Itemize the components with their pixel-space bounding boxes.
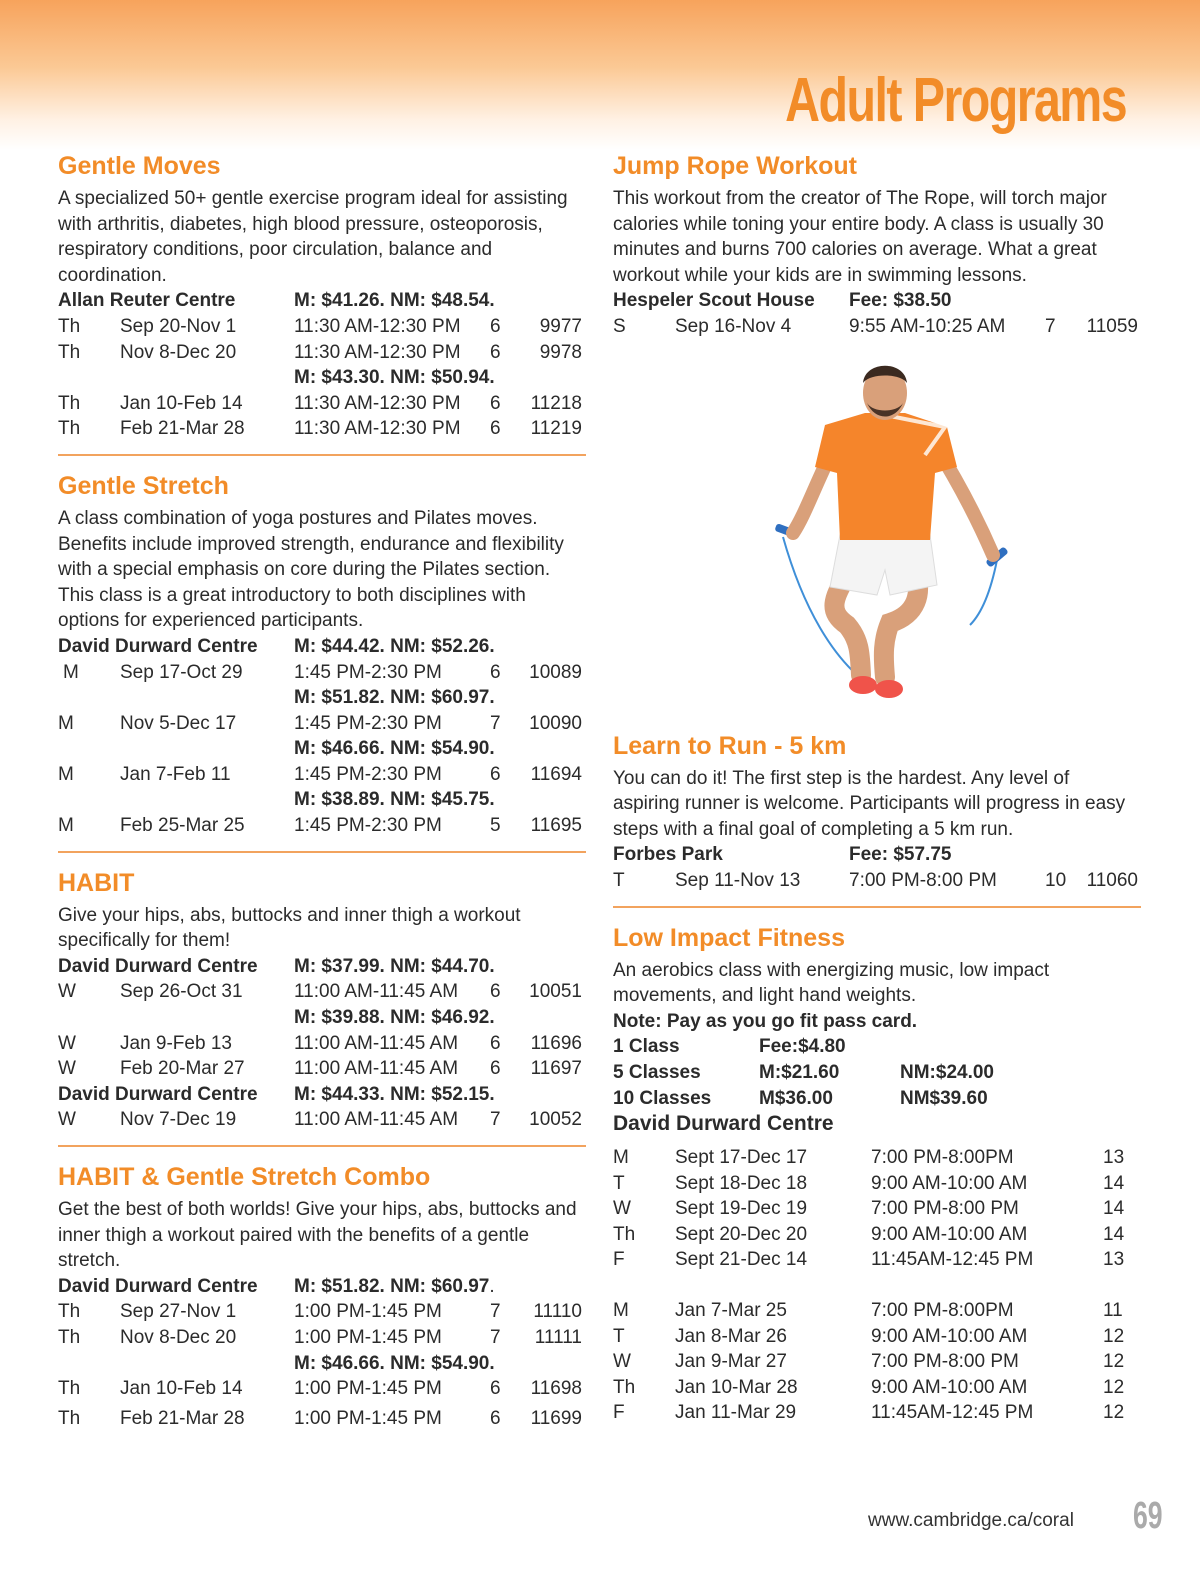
page-title: Adult Programs xyxy=(785,66,1126,135)
time: 9:00 AM-10:00 AM xyxy=(871,1376,1028,1398)
fee-member: M:$21.60 xyxy=(759,1061,840,1083)
section-title: Gentle Moves xyxy=(58,152,221,180)
time: 9:00 AM-10:00 AM xyxy=(871,1172,1028,1194)
location-name: Allan Reuter Centre xyxy=(58,290,236,312)
day: M xyxy=(613,1147,629,1169)
fee-row xyxy=(58,736,586,762)
time: 9:55 AM-10:25 AM xyxy=(849,315,1006,337)
dates: Sept 20-Dec 20 xyxy=(675,1223,808,1245)
section-gentle-stretch xyxy=(58,470,586,839)
time: 1:45 PM-2:30 PM xyxy=(294,661,442,683)
sessions: 11 xyxy=(1103,1300,1123,1322)
day: Th xyxy=(58,1326,81,1348)
time: 7:00 PM-8:00 PM xyxy=(871,1198,1019,1220)
course-code: 11219 xyxy=(530,418,582,440)
fee-nonmember: NM$39.60 xyxy=(900,1087,988,1109)
dates: Sep 26-Oct 31 xyxy=(120,981,243,1003)
course-code: 10051 xyxy=(529,981,582,1003)
section-title: HABIT & Gentle Stretch Combo xyxy=(58,1163,431,1191)
location-row xyxy=(58,1274,586,1300)
day: F xyxy=(613,1402,625,1424)
schedule-row xyxy=(58,813,586,839)
location-name: David Durward Centre xyxy=(613,1112,834,1136)
schedule-row xyxy=(613,1222,1141,1248)
day: W xyxy=(58,1032,76,1054)
time: 7:00 PM-8:00 PM xyxy=(871,1351,1019,1373)
schedule-row xyxy=(613,1375,1141,1401)
dates: Jan 9-Mar 27 xyxy=(675,1351,787,1373)
course-code: 11218 xyxy=(530,392,582,414)
section-divider xyxy=(613,906,1141,908)
time: 7:00 PM-8:00PM xyxy=(871,1300,1014,1322)
dates: Sept 18-Dec 18 xyxy=(675,1172,808,1194)
course-code: 11111 xyxy=(534,1326,582,1348)
schedule-row xyxy=(58,1299,586,1325)
course-code: 10089 xyxy=(529,661,582,683)
sessions: 7 xyxy=(1045,315,1056,337)
day: M xyxy=(58,712,74,734)
fee-text: M: $41.26. NM: $48.54. xyxy=(294,290,495,312)
time: 7:00 PM-8:00PM xyxy=(871,1147,1014,1169)
day: Th xyxy=(613,1376,636,1398)
fee-label: 1 Class xyxy=(613,1036,680,1058)
day: Th xyxy=(58,1378,81,1400)
dates: Jan 11-Mar 29 xyxy=(675,1402,797,1424)
time: 9:00 AM-10:00 AM xyxy=(871,1223,1028,1245)
day: W xyxy=(613,1351,631,1373)
schedule-row xyxy=(58,1376,586,1402)
dates: Jan 10-Feb 14 xyxy=(120,392,243,414)
time: 11:00 AM-11:45 AM xyxy=(294,1058,459,1080)
sessions: 6 xyxy=(490,1032,501,1054)
day: M xyxy=(58,815,74,837)
section-divider xyxy=(58,454,586,456)
fee-row xyxy=(58,1351,586,1377)
schedule-row xyxy=(613,1196,1141,1222)
course-code: 11695 xyxy=(530,815,582,837)
time: 11:30 AM-12:30 PM xyxy=(294,341,461,363)
sessions: 13 xyxy=(1103,1249,1125,1271)
course-code: 11697 xyxy=(530,1058,582,1080)
day: Th xyxy=(58,1407,81,1429)
day: F xyxy=(613,1249,625,1271)
section-title: Low Impact Fitness xyxy=(613,923,845,952)
dates: Sep 16-Nov 4 xyxy=(675,315,792,337)
sessions: 6 xyxy=(490,392,501,414)
day: W xyxy=(58,981,76,1003)
dates: Sept 17-Dec 17 xyxy=(675,1147,808,1169)
time: 1:00 PM-1:45 PM xyxy=(294,1326,442,1348)
section-title: Gentle Stretch xyxy=(58,471,229,500)
section-description: Give your hips, abs, buttocks and inner thigh a workout specifically for them! xyxy=(58,904,521,952)
note-row xyxy=(613,1009,1141,1035)
schedule-block-fall xyxy=(613,1145,1141,1273)
fee-text: M: $37.99. NM: $44.70. xyxy=(294,955,495,977)
section-habit xyxy=(58,867,586,1133)
day: T xyxy=(613,869,625,891)
dates: Jan 8-Mar 26 xyxy=(675,1325,787,1347)
fee-row xyxy=(613,1034,1141,1060)
location-name: Forbes Park xyxy=(613,844,723,866)
course-code: 11059 xyxy=(1086,315,1138,337)
time: 1:45 PM-2:30 PM xyxy=(294,815,442,837)
fee-text: M: $43.30. NM: $50.94. xyxy=(294,367,495,389)
location-name: David Durward Centre xyxy=(58,635,258,657)
fee-nonmember: NM:$24.00 xyxy=(900,1061,994,1083)
schedule-row xyxy=(58,1056,586,1082)
schedule-row xyxy=(58,314,586,340)
location-row xyxy=(58,288,586,314)
sessions: 6 xyxy=(490,1407,501,1429)
fee-row xyxy=(613,1060,1141,1086)
course-code: 11696 xyxy=(530,1032,582,1054)
fee-period: . xyxy=(489,1275,495,1297)
fee-row xyxy=(58,365,586,391)
section-description: An aerobics class with energizing music, low impact movements, and light hand weights. xyxy=(613,959,1050,1007)
right-column xyxy=(613,150,1141,1426)
sessions: 12 xyxy=(1103,1325,1125,1347)
fee-text: Fee: $57.75 xyxy=(849,844,952,866)
fee-text: M: $46.66. NM: $54.90. xyxy=(294,738,495,760)
sessions: 6 xyxy=(490,1058,501,1080)
schedule-row xyxy=(58,391,586,417)
time: 11:45AM-12:45 PM xyxy=(871,1249,1034,1271)
fee-row xyxy=(58,685,586,711)
sessions: 13 xyxy=(1103,1147,1125,1169)
time: 1:45 PM-2:30 PM xyxy=(294,712,442,734)
sessions: 6 xyxy=(490,315,501,337)
fee-text: M: $46.66. NM: $54.90. xyxy=(294,1352,495,1374)
time: 11:45AM-12:45 PM xyxy=(871,1402,1034,1424)
location-name: Hespeler Scout House xyxy=(613,290,815,312)
location-row xyxy=(613,842,1141,868)
sessions: 7 xyxy=(490,1301,501,1323)
location-name: David Durward Centre xyxy=(58,1275,258,1297)
time: 11:00 AM-11:45 AM xyxy=(294,1109,459,1131)
day: Th xyxy=(58,1301,81,1323)
schedule-row xyxy=(58,1325,586,1351)
sessions: 6 xyxy=(490,418,501,440)
dates: Jan 7-Feb 11 xyxy=(120,763,231,785)
sessions: 12 xyxy=(1103,1402,1125,1424)
location-name: David Durward Centre xyxy=(58,1083,258,1105)
day: W xyxy=(613,1198,631,1220)
course-code: 11698 xyxy=(530,1378,582,1400)
schedule-row xyxy=(58,416,586,442)
schedule-row xyxy=(58,1031,586,1057)
fee-text: M: $44.33. NM: $52.15. xyxy=(294,1083,495,1105)
sessions: 10 xyxy=(1045,869,1067,891)
day: W xyxy=(58,1109,76,1131)
fee-label: 10 Classes xyxy=(613,1087,712,1109)
location-row xyxy=(58,1082,586,1108)
dates: Nov 8-Dec 20 xyxy=(120,341,237,363)
time: 1:45 PM-2:30 PM xyxy=(294,763,442,785)
day: Th xyxy=(58,315,81,337)
fee-text: M: $38.89. NM: $45.75. xyxy=(294,789,495,811)
schedule-block-winter xyxy=(613,1298,1141,1426)
sessions: 6 xyxy=(490,341,501,363)
dates: Jan 10-Feb 14 xyxy=(120,1378,243,1400)
time: 9:00 AM-10:00 AM xyxy=(871,1325,1028,1347)
time: 11:00 AM-11:45 AM xyxy=(294,981,459,1003)
course-code: 11694 xyxy=(530,763,582,785)
dates: Sep 20-Nov 1 xyxy=(120,315,237,337)
sessions: 14 xyxy=(1103,1172,1125,1194)
day: T xyxy=(613,1325,625,1347)
schedule-row xyxy=(613,1349,1141,1375)
schedule-row xyxy=(58,762,586,788)
sessions: 12 xyxy=(1103,1376,1125,1398)
schedule-row xyxy=(613,1400,1141,1426)
day: Th xyxy=(58,392,81,414)
man-jumping-rope-photo xyxy=(765,355,1025,705)
course-code: 9977 xyxy=(539,315,582,337)
sessions: 6 xyxy=(490,763,501,785)
time: 11:30 AM-12:30 PM xyxy=(294,315,461,337)
dates: Sep 27-Nov 1 xyxy=(120,1301,237,1323)
day: S xyxy=(613,315,626,337)
time: 1:00 PM-1:45 PM xyxy=(294,1301,442,1323)
day: M xyxy=(613,1300,629,1322)
day: M xyxy=(58,763,74,785)
schedule-row xyxy=(58,340,586,366)
day: Th xyxy=(613,1223,636,1245)
left-column xyxy=(58,150,586,1431)
fee-text: M: $51.82. NM: $60.97. xyxy=(294,687,495,709)
section-title: Learn to Run - 5 km xyxy=(613,731,847,760)
sessions: 14 xyxy=(1103,1198,1125,1220)
time: 7:00 PM-8:00 PM xyxy=(849,869,997,891)
schedule-row xyxy=(613,1145,1141,1171)
day: T xyxy=(613,1172,625,1194)
day: Th xyxy=(58,341,81,363)
section-divider xyxy=(58,851,586,853)
section-title: Jump Rope Workout xyxy=(613,152,857,180)
dates: Jan 7-Mar 25 xyxy=(675,1300,787,1322)
schedule-row xyxy=(58,1406,586,1432)
sessions: 6 xyxy=(490,981,501,1003)
time: 1:00 PM-1:45 PM xyxy=(294,1378,442,1400)
section-title: HABIT xyxy=(58,868,135,897)
section-jump-rope xyxy=(613,150,1141,340)
time: 1:00 PM-1:45 PM xyxy=(294,1407,442,1429)
sessions: 6 xyxy=(490,661,501,683)
dates: Sep 11-Nov 13 xyxy=(675,869,801,891)
schedule-row xyxy=(58,1107,586,1133)
dates: Nov 8-Dec 20 xyxy=(120,1326,237,1348)
day: Th xyxy=(58,418,81,440)
course-code: 10090 xyxy=(529,712,582,734)
sessions: 7 xyxy=(490,1326,501,1348)
schedule-row xyxy=(613,314,1141,340)
time: 11:30 AM-12:30 PM xyxy=(294,418,461,440)
section-low-impact-fitness xyxy=(613,922,1141,1427)
schedule-row xyxy=(613,1298,1141,1324)
section-description: A specialized 50+ gentle exercise program ideal for assisting with arthritis, diabetes, high blood pressure, osteoporosis, respiratory conditions, poor circulation, balance and coordination. xyxy=(58,188,568,286)
course-code: 11699 xyxy=(530,1407,582,1429)
schedule-row xyxy=(58,979,586,1005)
fee-row xyxy=(58,787,586,813)
fee-text: Fee: $38.50 xyxy=(849,290,952,312)
location-row xyxy=(58,954,586,980)
fee-row xyxy=(58,1005,586,1031)
section-gentle-moves xyxy=(58,150,586,442)
fee-label: 5 Classes xyxy=(613,1061,701,1083)
dates: Sept 19-Dec 19 xyxy=(675,1198,808,1220)
section-description: This workout from the creator of The Rope, will torch major calories while toning your entire body. A class is usually 30 minutes and burns 700 calories on average. What a great workout while your kids are in swimming lessons. xyxy=(613,188,1107,286)
schedule-row xyxy=(58,711,586,737)
schedule-row xyxy=(613,868,1141,894)
schedule-row xyxy=(613,1324,1141,1350)
fee-amount: M: $51.82. NM: $60.97 xyxy=(294,1275,490,1297)
dates: Jan 10-Mar 28 xyxy=(675,1376,798,1398)
note-text: Note: Pay as you go fit pass card. xyxy=(613,1010,918,1032)
section-description: You can do it! The first step is the hardest. Any level of aspiring runner is welcome. Participants will progress in easy steps with a final goal of completing a 5 km run. xyxy=(613,767,1126,840)
section-habit-stretch-combo xyxy=(58,1161,586,1431)
section-divider xyxy=(58,1145,586,1147)
dates: Sep 17-Oct 29 xyxy=(120,661,243,683)
schedule-row xyxy=(58,660,586,686)
section-description: A class combination of yoga postures and Pilates moves. Benefits include improved strength, endurance and flexibility with a special emphasis on core during the Pilates section. This class is a great introductory to both disciplines with options for experienced participants. xyxy=(58,507,564,632)
sessions: 7 xyxy=(490,712,501,734)
location-row xyxy=(613,288,1141,314)
time: 11:00 AM-11:45 AM xyxy=(294,1032,459,1054)
dates: Nov 5-Dec 17 xyxy=(120,712,237,734)
section-learn-to-run xyxy=(613,730,1141,894)
schedule-row xyxy=(613,1171,1141,1197)
sessions: 12 xyxy=(1103,1351,1125,1373)
fee-member: M$36.00 xyxy=(759,1087,833,1109)
dates: Nov 7-Dec 19 xyxy=(120,1109,237,1131)
dates: Feb 25-Mar 25 xyxy=(120,815,245,837)
footer-url[interactable]: www.cambridge.ca/coral xyxy=(868,1510,1074,1531)
day: M xyxy=(63,661,79,683)
dates: Sept 21-Dec 14 xyxy=(675,1249,808,1271)
section-description: Get the best of both worlds! Give your hips, abs, buttocks and inner thigh a workout paired with the benefits of a gentle stretch. xyxy=(58,1199,577,1272)
location-row xyxy=(613,1111,1141,1139)
day: W xyxy=(58,1058,76,1080)
location-name: David Durward Centre xyxy=(58,955,258,977)
fee-text: M: $39.88. NM: $46.92. xyxy=(294,1007,495,1029)
course-code: 9978 xyxy=(539,341,582,363)
fee-row xyxy=(613,1086,1141,1112)
dates: Feb 21-Mar 28 xyxy=(120,418,245,440)
location-row xyxy=(58,634,586,660)
sessions: 5 xyxy=(490,815,501,837)
course-code: 11060 xyxy=(1086,869,1138,891)
page-number: 69 xyxy=(1133,1495,1163,1537)
fee-text xyxy=(294,1274,495,1300)
schedule-row xyxy=(613,1247,1141,1273)
sessions: 14 xyxy=(1103,1223,1125,1245)
dates: Feb 20-Mar 27 xyxy=(120,1058,245,1080)
time: 11:30 AM-12:30 PM xyxy=(294,392,461,414)
dates: Jan 9-Feb 13 xyxy=(120,1032,232,1054)
fee-text: M: $44.42. NM: $52.26. xyxy=(294,635,495,657)
fee-member: Fee:$4.80 xyxy=(759,1036,846,1058)
course-code: 10052 xyxy=(529,1109,582,1131)
course-code: 11110 xyxy=(533,1301,582,1323)
sessions: 6 xyxy=(490,1378,501,1400)
dates: Feb 21-Mar 28 xyxy=(120,1407,245,1429)
sessions: 7 xyxy=(490,1109,501,1131)
